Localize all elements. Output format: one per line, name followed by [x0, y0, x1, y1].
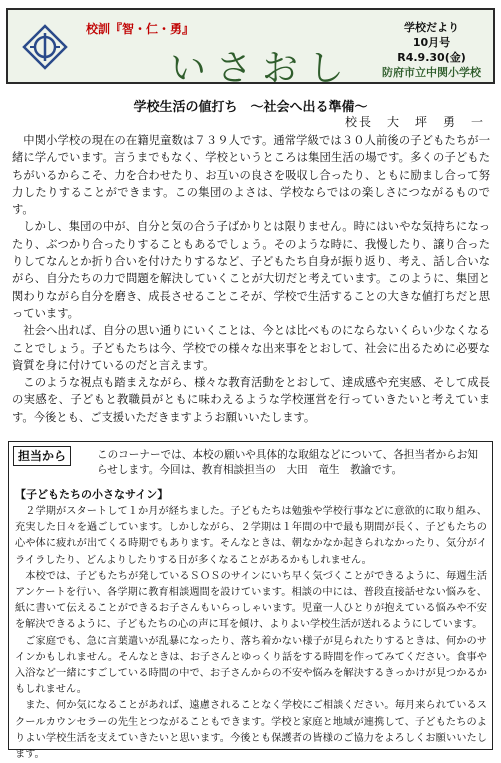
newsletter-label: 学校だより: [404, 21, 459, 34]
article-title: 学校生活の値打ち ～社会へ出る準備～: [133, 100, 368, 115]
column-paragraph: また、何か気になることがあれば、遠慮されることなく学校にご相談ください。毎月来られているスクールカウンセラーの先生とつながることもできます。学校と家庭と地域が連携して、子どもたちのよりよい学校生活を支えていきたいと思います。今後とも保護者の皆様のご協力をよろしくお願いいたします。: [15, 700, 487, 761]
column-intro: このコーナーでは、本校の願いや具体的な取組などについて、各担当者からお知らせします。今回は、教育相談担当の 大田 竜生 教諭です。: [97, 449, 478, 476]
issue-date: R4.9.30(金): [397, 51, 466, 64]
column-paragraph: ２学期がスタートして１か月が経ちました。子どもたちは勉強や学校行事などに意欲的に取り組み、充実した日々を過ごしています。しかしながら、２学期は１年間の中で最も期間が長く、子どもたちの心や体に疲れが出てくる時期でもあります。そんなときは、朝なかなか起きられなかったり、気分がイライラしたり、どんよりしたりする日が多くなることがあるかもしれません。: [15, 506, 487, 566]
article-paragraph: 中関小学校の現在の在籍児童数は７３９人です。通常学級では３０人前後の子どもたちが一緒に学んでいます。言うまでもなく、学校というところは集団生活の場です。多くの子どもたちがいるからこそ、力を合わせたり、お互いの良さを吸収し合ったり、ともに励まし合って努力したりすることができます。この集団のよさは、学校ならではの楽しさにつながるものです。: [12, 134, 490, 217]
column-paragraph: ご家庭でも、急に言葉遣いが乱暴になったり、落ち着かない様子が見られたりするときは、何かのサインかもしれません。そんなときは、お子さんとゆっくり話をする時間を作ってみてください。食事や入浴など一緒にすごしている時間の中で、お子さんからの不安や悩みを解決するきっかけが見つかるかもしれません。: [15, 635, 487, 696]
article-paragraph: 社会へ出れば、自分の思い通りにいくことは、今とは比べものにならないくらい少なくなることでしょう。子どもたちは今、学校での様々な出来事をとおして、社会に出るために必要な資質を身に付けているのだと言えます。: [12, 324, 490, 372]
staff-column-box: [8, 441, 493, 761]
publication-info: [382, 20, 481, 80]
school-emblem-icon: [22, 24, 68, 70]
issue-number: 10月号: [412, 36, 451, 49]
masthead: [6, 8, 495, 89]
article-paragraph: しかし、集団の中が、自分と気の合う子ばかりとは限りません。時にはいやな気持ちになったり、ぶつかり合ったりすることもあるでしょう。そのような時に、我慢したり、譲り合ったりしてなんとか折り合いを付けたりするなど、子どもたち自身が振り返り、考え、話し合いながら、自分たちの力で問題を解決していくことが大切だと考えています。このように、集団と関わりながら自分を磨き、成長させることこそが、学校で生活することの大きな値打ちだと思っています。: [12, 220, 490, 320]
school-name: 防府市立中関小学校: [382, 66, 481, 79]
newsletter-title: いさおし: [170, 48, 355, 89]
column-paragraph: 本校では、子どもたちが発しているＳＯＳのサインにいち早く気づくことができるように、毎週生活アンケートを行い、各学期に教育相談週間を設けています。相談の中には、普段直接話せない悩みを、紙に書いて伝えることができるお子さんもいらっしゃいます。児童一人ひとりが抱えている悩みや不安を解決できるように、子どもたちの心の声に耳を傾け、よりよい学校生活が送れるようにしています。: [15, 570, 487, 631]
column-tag: 担当から: [13, 446, 71, 466]
article-author: 校長 大 坪 勇 一: [344, 115, 485, 129]
article-body: [12, 132, 490, 426]
school-motto: 校訓『智・仁・勇』: [86, 22, 195, 36]
column-body: [15, 504, 487, 763]
column-subhead: 【子どもたちの小さなサイン】: [15, 488, 169, 501]
article-paragraph: このような視点も踏まえながら、様々な教育活動をとおして、達成感や充実感、そして成長の実感を、子どもと教職員がともに味わえるような学校運営を行っていきたいと考えています。今後とも、ご支援いただきますようお願いいたします。: [12, 376, 490, 424]
